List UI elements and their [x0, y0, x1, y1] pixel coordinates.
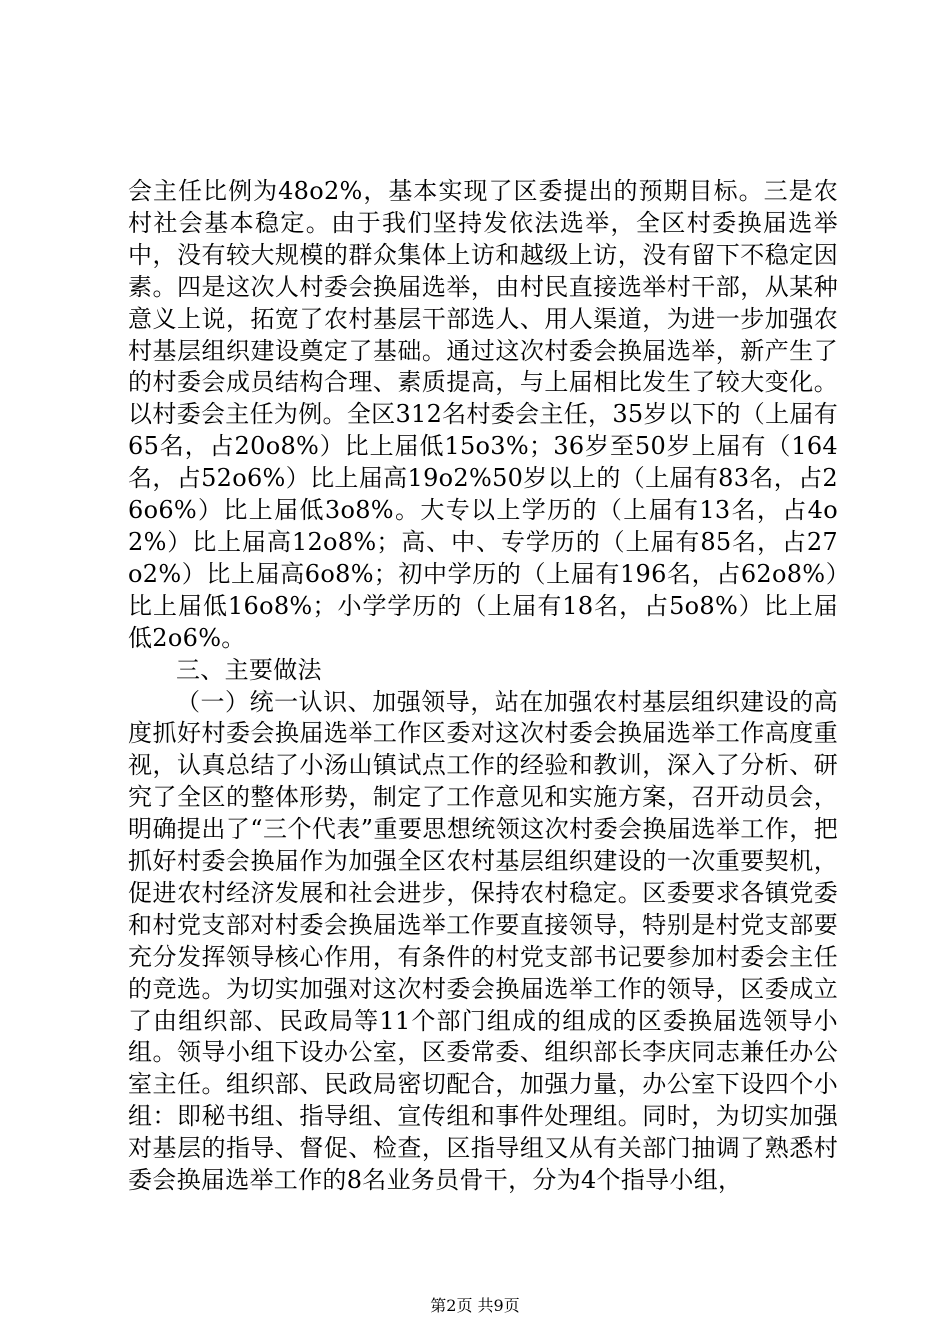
section-heading-main-practices: 三、主要做法 — [176, 655, 322, 684]
paragraph-results: 会主任比例为48o2%，基本实现了区委提出的预期目标。三是农村社会基本稳定。由于我们坚持发依法选举，全区村委换届选举中，没有较大规模的群众集体上访和越级上访，没有留下不稳定因素。四是这次人村委会换届选举，由村民直接选举村干部，从某种意义上说，拓宽了农村基层干部选人、用人渠道，为进一步加强农村基层组织建设奠定了基础。通过这次村委会换届选举，新产生了的村委会成员结构合理、素质提高，与上届相比发生了较大变化。以村委会主任为例。全区312名村委会主任，35岁以下的（上届有65名，占20o8%）比上届低15o3%；36岁至50岁上届有（164名，占52o6%）比上届高19o2%50岁以上的（上届有83名，占26o6%）比上届低3o8%。大专以上学历的（上届有13名，占4o2%）比上届高12o8%；高、中、专学历的（上届有85名，占27o2%）比上届高6o8%；初中学历的（上届有196名，占62o8%）比上届低16o8%；小学学历的（上届有18名，占5o8%）比上届低2o6%。 — [128, 177, 838, 652]
document-body — [128, 176, 838, 1197]
paragraph-unify-understanding: （一）统一认识、加强领导，站在加强农村基层组织建设的高度抓好村委会换届选举工作区委对这次村委会换届选举工作高度重视，认真总结了小汤山镇试点工作的经验和教训，深入了分析、研究了全区的整体形势，制定了工作意见和实施方案，召开动员会，明确提出了“三个代表”重要思想统领这次村委会换届选举工作，把抓好村委会换届作为加强全区农村基层组织建设的一次重要契机，促进农村经济发展和社会进步，保持农村稳定。区委要求各镇党委和村党支部对村委会换届选举工作要直接领导，特别是村党支部要充分发挥领导核心作用，有条件的村党支部书记要参加村委会主任的竞选。为切实加强对这次村委会换届选举工作的领导，区委成立了由组织部、民政局等11个部门组成的组成的区委换届选领导小组。领导小组下设办公室，区委常委、组织部长李庆同志兼任办公室主任。组织部、民政局密切配合，加强力量，办公室下设四个小组：即秘书组、指导组、宣传组和事件处理组。同时，为切实加强对基层的指导、督促、检查，区指导组又从有关部门抽调了熟悉村委会换届选举工作的8名业务员骨干，分为4个指导小组， — [128, 687, 838, 1195]
page-number-footer: 第2页 共9页 — [430, 1296, 520, 1315]
